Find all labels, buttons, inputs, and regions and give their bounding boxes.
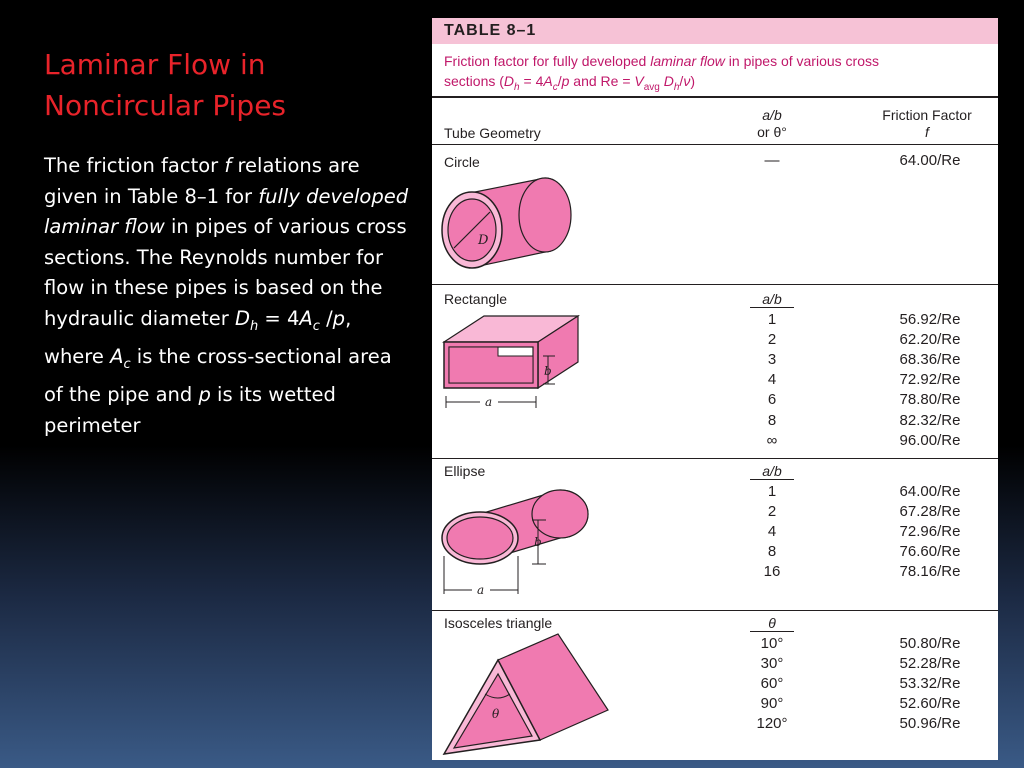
param-head-triangle: θ <box>768 615 776 631</box>
body-segment: A <box>110 344 124 368</box>
rectangle-param-1: 2 <box>767 331 777 349</box>
body-segment: The friction factor <box>44 154 225 177</box>
rectangle-param-5: 8 <box>767 411 777 429</box>
param-head-rectangle: a/b <box>762 291 782 307</box>
ellipse-param-3: 8 <box>767 543 777 561</box>
circle-d-label: D <box>478 233 489 248</box>
ellipse-b-label: b <box>534 535 542 549</box>
rectangle-param-0: 1 <box>767 311 777 328</box>
ellipse-pipe-figure <box>440 484 590 594</box>
body-segment: is the cross-sectional area of the pipe and <box>44 344 392 407</box>
slide-body-text <box>44 151 414 441</box>
f-circle: 64.00/Re <box>899 152 961 169</box>
triangle-duct-figure <box>440 630 610 758</box>
rect-a-label: a <box>485 395 493 409</box>
body-segment: c <box>312 318 320 334</box>
rectangle-f-3: 72.92/Re <box>899 371 961 389</box>
triangle-f-3: 52.60/Re <box>899 695 961 713</box>
table-rule-header <box>432 144 998 145</box>
body-segment: relations are given in Table 8–1 for <box>44 154 360 208</box>
friction-factor-table <box>432 18 998 760</box>
rectangle-duct-figure <box>440 312 580 412</box>
body-segment: is its wetted perimeter <box>44 383 336 437</box>
rectangle-f-2: 68.36/Re <box>899 351 961 369</box>
body-segment: f <box>224 154 232 177</box>
triangle-f-1: 52.28/Re <box>899 655 961 673</box>
table-rule-2 <box>432 458 998 459</box>
rectangle-param-3: 4 <box>767 371 777 389</box>
triangle-f-2: 53.32/Re <box>899 675 961 693</box>
slide-title <box>44 44 404 126</box>
ellipse-f-4: 78.16/Re <box>899 563 961 581</box>
param-head-underline-triangle <box>750 631 794 632</box>
body-segment: D <box>234 306 250 330</box>
body-segment: p <box>198 383 211 407</box>
rectangle-f-4: 78.80/Re <box>899 391 961 409</box>
body-segment: / <box>319 306 333 330</box>
col-header-f-2: f <box>925 124 929 140</box>
geometry-label-triangle: Isosceles triangle <box>444 615 553 631</box>
ellipse-f-0: 64.00/Re <box>899 483 961 500</box>
ellipse-param-0: 1 <box>767 483 777 500</box>
table-id: TABLE 8–1 <box>444 22 537 39</box>
rectangle-param-6: ∞ <box>766 431 778 449</box>
rectangle-f-1: 62.20/Re <box>899 331 961 349</box>
rectangle-param-2: 3 <box>767 351 777 369</box>
rectangle-f-0: 56.92/Re <box>899 311 961 328</box>
col-header-f-1: Friction Factor <box>882 107 972 123</box>
slide-title-line2: Noncircular Pipes <box>44 89 287 122</box>
table-rule-top <box>432 96 998 98</box>
rectangle-param-4: 6 <box>767 391 777 409</box>
param-head-underline-rectangle <box>750 307 794 308</box>
col-header-ab-2: or θ° <box>757 124 787 140</box>
geometry-label-circle: Circle <box>444 154 480 170</box>
triangle-param-1: 30° <box>760 655 784 673</box>
rectangle-f-5: 82.32/Re <box>899 411 961 429</box>
triangle-param-4: 120° <box>756 715 788 733</box>
col-header-ab-1: a/b <box>762 107 782 123</box>
triangle-param-2: 60° <box>760 675 784 693</box>
body-segment: in pipes of various cross sections. The Reynolds number for flow in these pipes is based on the hydraulic diameter <box>44 215 407 330</box>
table-rule-1 <box>432 284 998 285</box>
triangle-param-0: 10° <box>760 635 784 652</box>
geometry-label-rectangle: Rectangle <box>444 291 508 307</box>
ellipse-param-4: 16 <box>763 563 781 581</box>
table-rule-3 <box>432 610 998 611</box>
rect-b-label: b <box>544 364 552 378</box>
body-segment: fully developed laminar flow <box>44 184 409 238</box>
body-segment: h <box>249 318 259 334</box>
triangle-param-3: 90° <box>760 695 784 713</box>
ellipse-f-2: 72.96/Re <box>899 523 961 541</box>
param-circle: — <box>764 152 780 169</box>
slide-title-line1: Laminar Flow in <box>44 48 266 81</box>
triangle-f-4: 50.96/Re <box>899 715 961 733</box>
triangle-theta-label: θ <box>492 707 500 721</box>
body-segment: A <box>299 306 313 330</box>
table-caption: Friction factor for fully developed laminar flow in pipes of various cross sections ($D_h = 4A_c/p$ and $Re = V_{avg}$ $D_h/\nu$) <box>444 53 879 93</box>
body-segment: , where <box>44 306 352 368</box>
col-header-geometry: Tube Geometry <box>444 125 541 141</box>
param-head-underline-ellipse <box>750 479 794 480</box>
param-head-ellipse: a/b <box>762 463 782 479</box>
ellipse-param-2: 4 <box>767 523 777 541</box>
ellipse-param-1: 2 <box>767 503 777 521</box>
rectangle-f-6: 96.00/Re <box>899 431 961 449</box>
body-segment: = 4 <box>258 306 300 330</box>
ellipse-f-3: 76.60/Re <box>899 543 961 561</box>
ellipse-f-1: 67.28/Re <box>899 503 961 521</box>
circle-pipe-figure <box>440 168 580 278</box>
body-segment: p <box>332 306 346 330</box>
triangle-f-0: 50.80/Re <box>899 635 961 652</box>
body-segment: c <box>123 356 131 372</box>
geometry-label-ellipse: Ellipse <box>444 463 486 479</box>
ellipse-a-label: a <box>477 583 485 594</box>
